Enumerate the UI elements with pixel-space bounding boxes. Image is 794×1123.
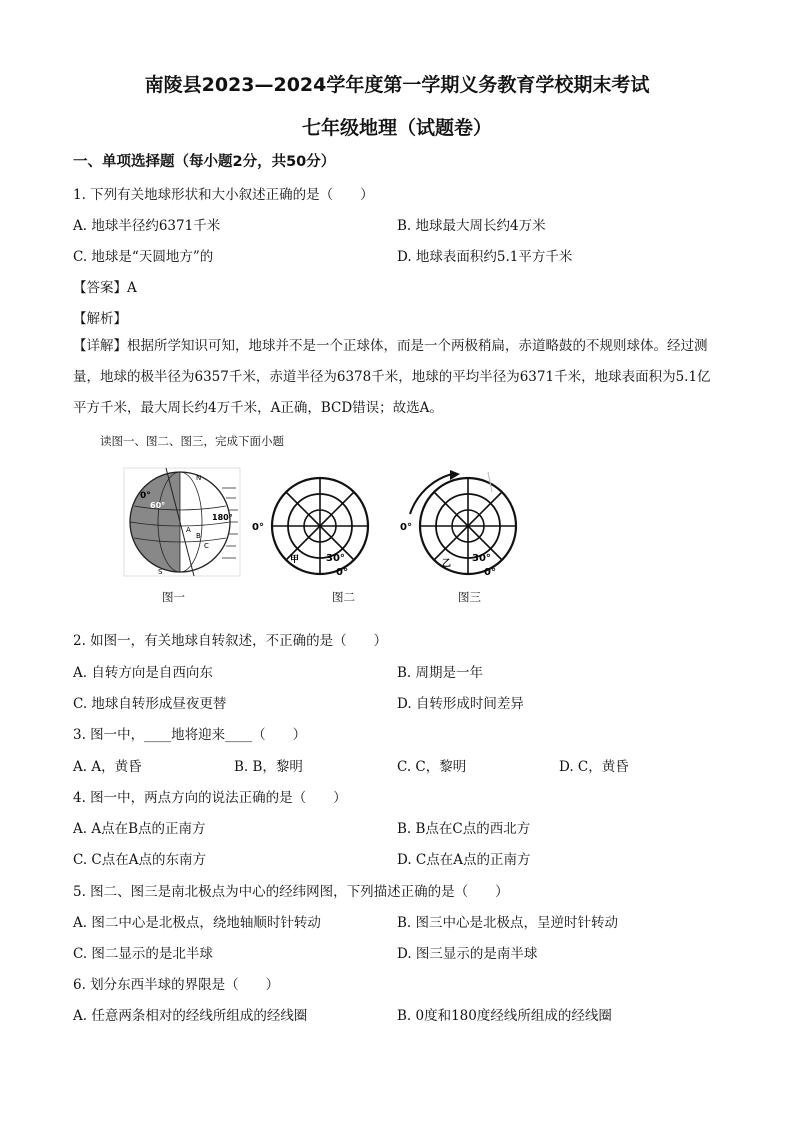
question-3-option-c: C. C，黎明 — [397, 759, 467, 775]
fig1-label-180: 180° — [212, 513, 233, 522]
figure-3-caption: 图三 — [458, 590, 481, 604]
exam-title: 南陵县2023—2024学年度第一学期义务教育学校期末考试 — [144, 74, 650, 96]
detail-text: 根据所学知识可知，地球并不是一个正球体，而是一个两极稍扁，赤道略鼓的不规则球体。经过测量，地球的极半径为6357千米，赤道半径为6378千米，地球的平均半径为6371千米，地球表面积为5.1亿平方千米，最大周长约4万千米，A正确，BCD错误；故选A。 — [73, 338, 711, 416]
figure-1-caption: 图一 — [162, 590, 185, 604]
section-heading: 一、单项选择题（每小题2分，共50分） — [73, 154, 336, 170]
fig3-label-0-left: 0° — [400, 522, 412, 533]
figure-1-globe — [122, 466, 242, 578]
question-2-stem: 2. 如图一，有关地球自转叙述，不正确的是（ ） — [73, 633, 388, 649]
question-6-stem: 6. 划分东西半球的界限是（ ） — [73, 977, 280, 993]
fig2-label-0-bottom: 0° — [336, 567, 348, 578]
detail-paragraph — [73, 331, 723, 424]
question-5-option-b: B. 图三中心是北极点，呈逆时针转动 — [397, 915, 619, 931]
answer-line: 【答案】A — [73, 280, 137, 296]
question-4-stem: 4. 图一中，两点方向的说法正确的是（ ） — [73, 790, 347, 806]
fig2-label-jia: 甲 — [290, 555, 300, 565]
figure-3-polar-grid — [392, 470, 532, 580]
exam-subtitle: 七年级地理（试题卷） — [301, 117, 492, 139]
question-1-stem: 1. 下列有关地球形状和大小叙述正确的是（ ） — [73, 187, 374, 203]
question-4-option-c: C. C点在A点的东南方 — [73, 852, 207, 868]
question-5-option-c: C. 图二显示的是北半球 — [73, 946, 213, 962]
detail-tag: 【详解】 — [73, 338, 127, 354]
question-5-option-d: D. 图三显示的是南半球 — [397, 946, 538, 962]
fig3-label-yi: 乙 — [442, 559, 452, 569]
question-3-option-a: A. A，黄昏 — [73, 759, 142, 775]
question-6-option-a: A. 任意两条相对的经线所组成的经线圈 — [73, 1008, 308, 1024]
question-1-option-a: A. 地球半径约6371千米 — [73, 218, 221, 234]
question-5-option-a: A. 图二中心是北极点，绕地轴顺时针转动 — [73, 915, 321, 931]
fig1-label-n: N — [196, 474, 202, 482]
question-2-option-b: B. 周期是一年 — [397, 665, 484, 681]
question-1-option-d: D. 地球表面积约5.1平方千米 — [397, 249, 573, 265]
fig1-label-0: 0° — [140, 491, 151, 501]
question-6-option-b: B. 0度和180度经线所组成的经线圈 — [397, 1008, 612, 1024]
figure-intro: 读图一、图二、图三，完成下面小题 — [100, 434, 284, 448]
question-2-option-c: C. 地球自转形成昼夜更替 — [73, 696, 227, 712]
question-3-option-b: B. B，黎明 — [234, 759, 303, 775]
question-3-stem: 3. 图一中，____地将迎来____（ ） — [73, 727, 307, 743]
fig3-label-0-bottom: 0° — [484, 567, 496, 578]
figure-2-polar-grid — [248, 474, 380, 580]
question-5-stem: 5. 图二、图三是南北极点为中心的经纬网图，下列描述正确的是（ ） — [73, 884, 509, 900]
question-2-option-a: A. 自转方向是自西向东 — [73, 665, 213, 681]
fig2-label-30: 30° — [326, 553, 345, 564]
question-4-option-a: A. A点在B点的正南方 — [73, 821, 206, 837]
fig1-label-s: S — [158, 568, 163, 576]
fig1-label-c: C — [204, 542, 209, 550]
fig1-label-60: 60° — [150, 501, 166, 510]
question-2-option-d: D. 自转形成时间差异 — [397, 696, 524, 712]
question-1-option-b: B. 地球最大周长约4万米 — [397, 218, 546, 234]
question-3-option-d: D. C，黄昏 — [559, 759, 629, 775]
figure-2-caption: 图二 — [332, 590, 355, 604]
question-1-option-c: C. 地球是“天圆地方”的 — [73, 249, 214, 265]
question-4-option-b: B. B点在C点的西北方 — [397, 821, 531, 837]
fig2-label-0-left: 0° — [252, 522, 264, 533]
analysis-heading: 【解析】 — [73, 311, 127, 327]
fig1-label-a: A — [186, 526, 191, 534]
fig3-label-30: 30° — [472, 553, 491, 564]
question-4-option-d: D. C点在A点的正南方 — [397, 852, 531, 868]
fig1-label-b: B — [196, 532, 201, 540]
